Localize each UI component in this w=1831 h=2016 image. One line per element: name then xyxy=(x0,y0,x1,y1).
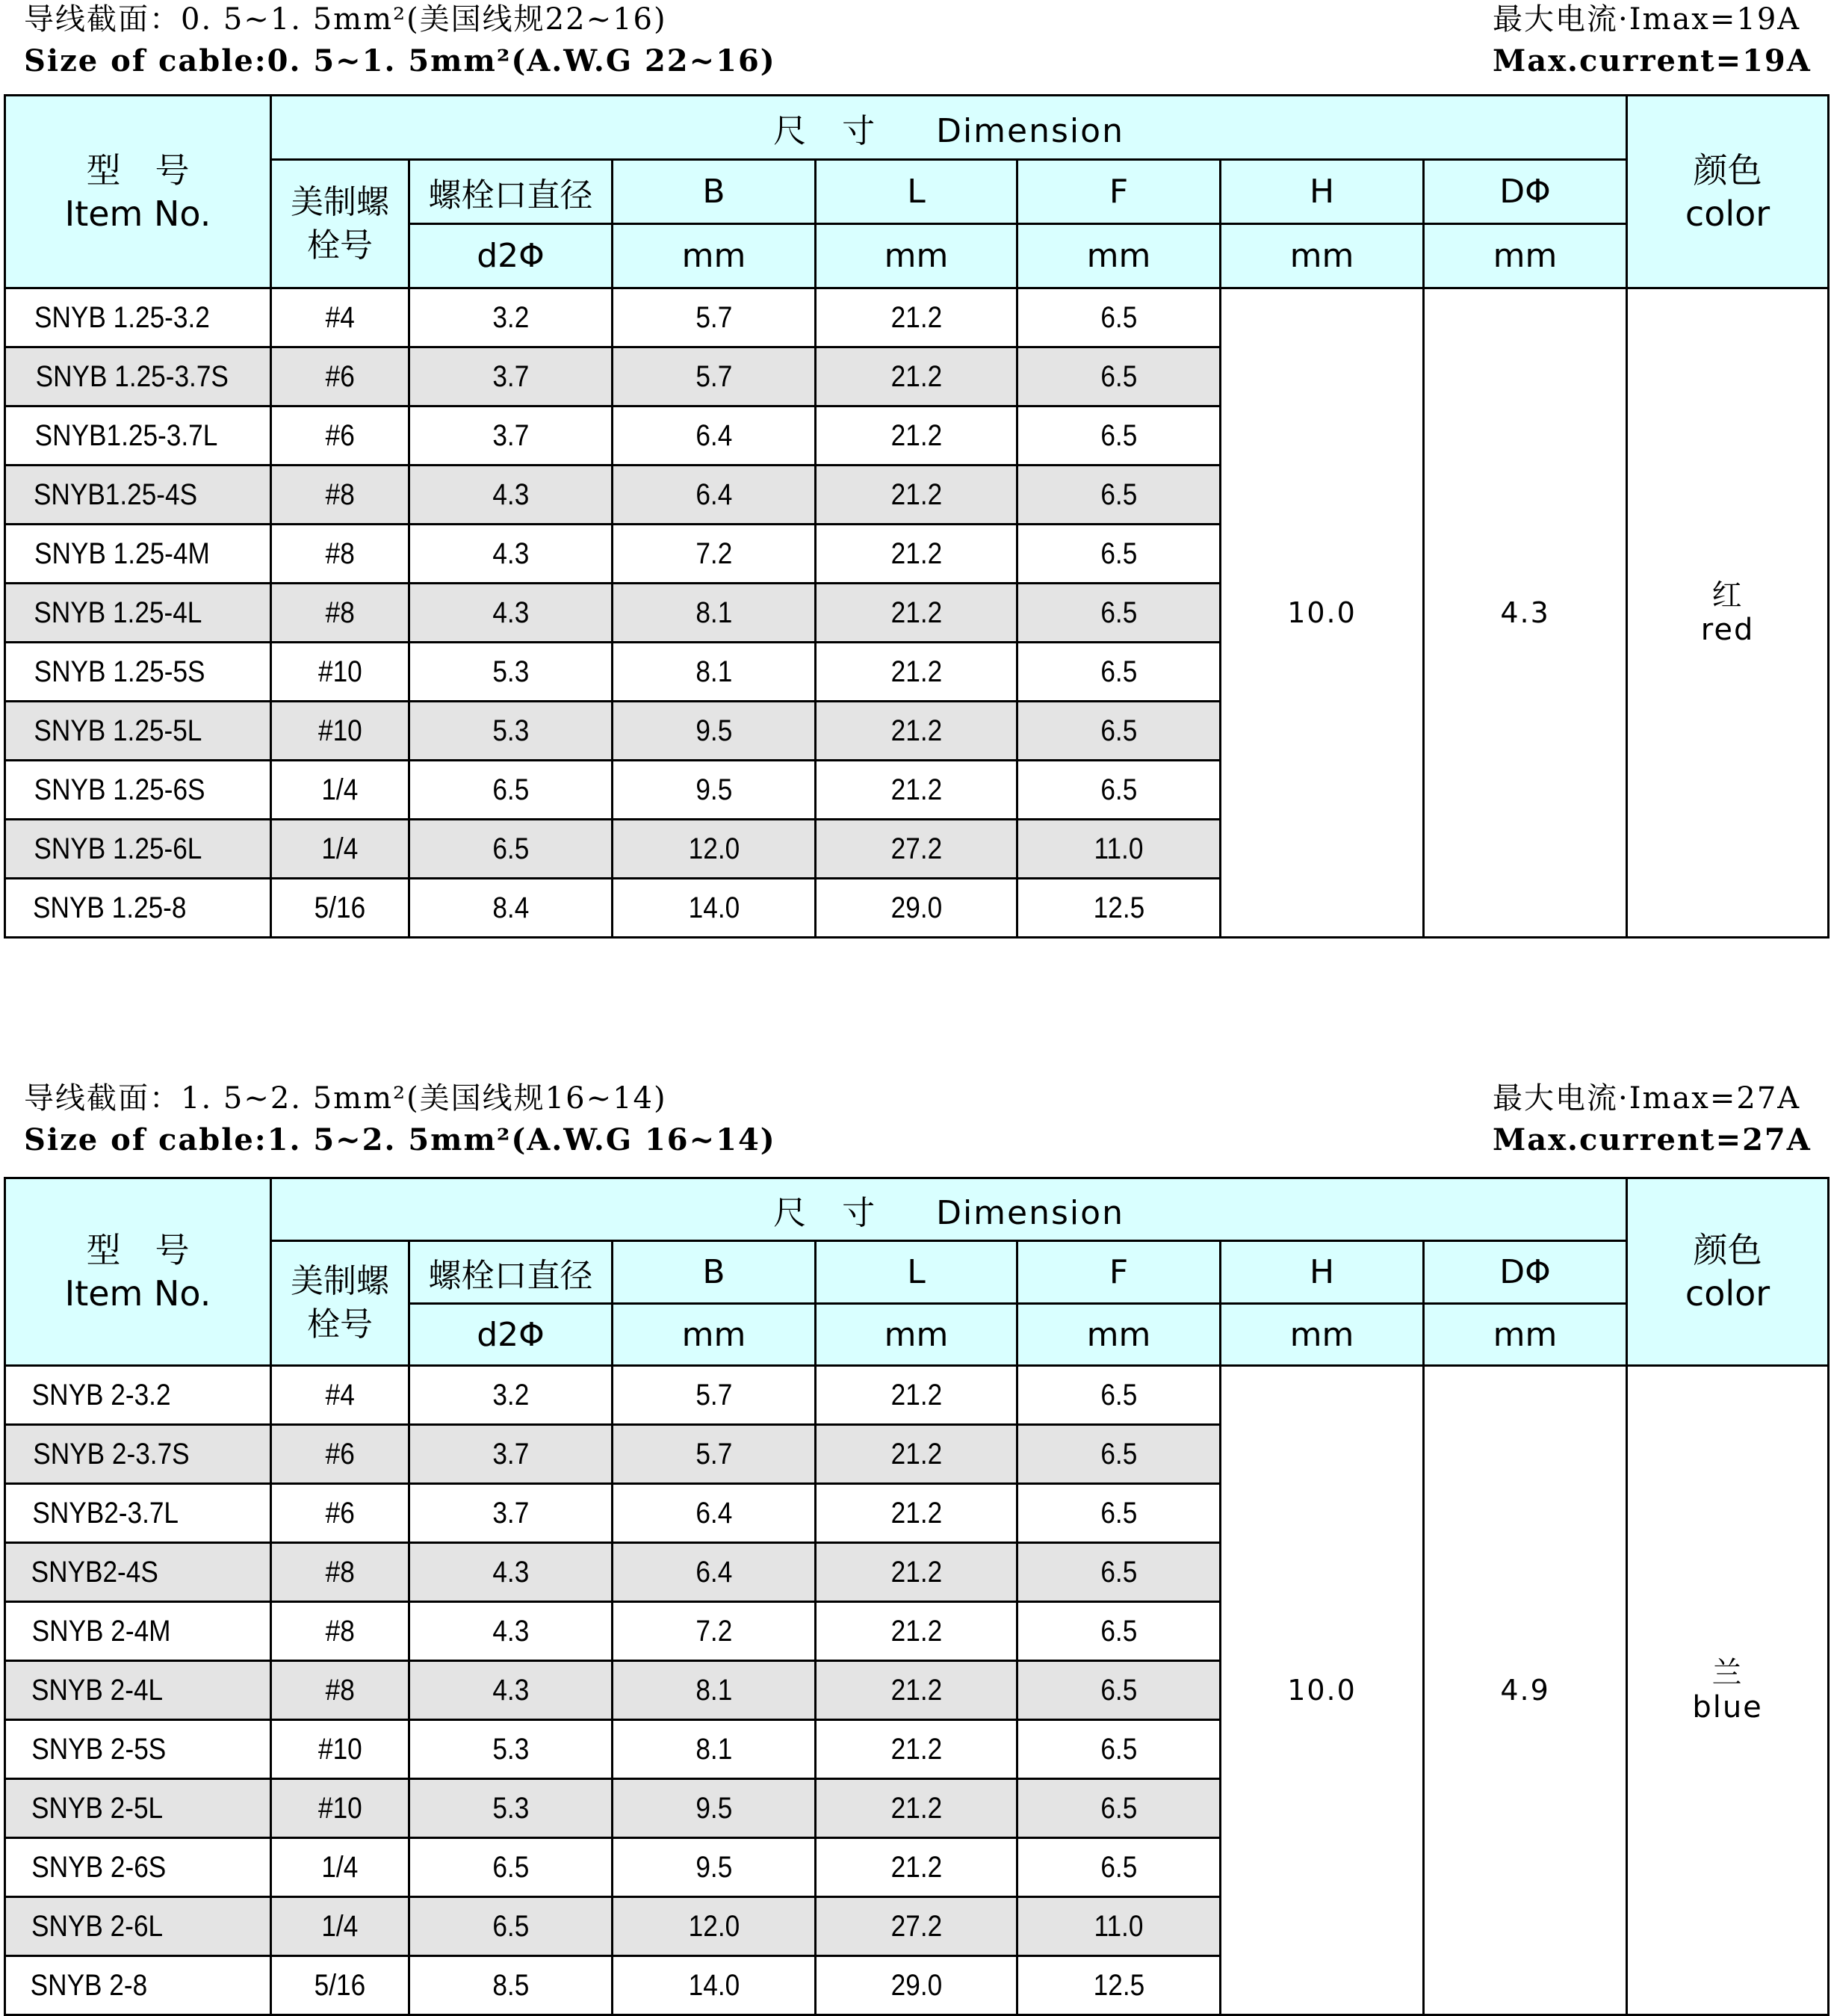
f-cell: 6.5 xyxy=(1017,1779,1221,1838)
col-h-unit: mm xyxy=(1221,224,1424,288)
b-cell: 12.0 xyxy=(613,820,816,879)
f-cell: 6.5 xyxy=(1017,1543,1221,1602)
color-cn: 兰 xyxy=(1711,1656,1744,1690)
us-bolt-cell: 5/16 xyxy=(271,879,409,938)
col-d-header: DΦ xyxy=(1424,1241,1627,1304)
d-merged-cell: 4.9 xyxy=(1424,1366,1627,2015)
b-cell: 8.1 xyxy=(613,1661,816,1720)
bolt-diameter-cell: 6.5 xyxy=(409,1838,613,1897)
item-no-cell: SNYB 1.25-5L xyxy=(5,702,271,761)
item-no-cell: SNYB 2-4L xyxy=(5,1661,271,1720)
b-cell: 5.7 xyxy=(613,1425,816,1484)
us-bolt-cell: 1/4 xyxy=(271,1897,409,1956)
l-cell: 27.2 xyxy=(816,820,1017,879)
color-merged-cell xyxy=(1627,288,1829,938)
f-cell: 6.5 xyxy=(1017,1602,1221,1661)
b-cell: 9.5 xyxy=(613,1838,816,1897)
us-bolt-cell: #8 xyxy=(271,1602,409,1661)
l-cell: 21.2 xyxy=(816,1484,1017,1543)
col-f-unit: mm xyxy=(1017,224,1221,288)
l-cell: 21.2 xyxy=(816,406,1017,466)
f-cell: 6.5 xyxy=(1017,288,1221,347)
item-no-cell: SNYB 1.25-5S xyxy=(5,643,271,702)
b-cell: 8.1 xyxy=(613,584,816,643)
us-bolt-cell: 1/4 xyxy=(271,820,409,879)
l-cell: 21.2 xyxy=(816,1425,1017,1484)
f-cell: 6.5 xyxy=(1017,1366,1221,1425)
max-current-cn: 最大电流·Imax=27A xyxy=(1493,1081,1801,1116)
item-no-header xyxy=(5,96,271,288)
item-no-cell: SNYB 1.25-6S xyxy=(5,761,271,820)
b-cell: 9.5 xyxy=(613,1779,816,1838)
b-cell: 6.4 xyxy=(613,1484,816,1543)
color-en: blue xyxy=(1692,1690,1763,1725)
b-cell: 7.2 xyxy=(613,525,816,584)
dimension-header-en: Dimension xyxy=(936,111,1124,150)
item-no-cell: SNYB 2-6L xyxy=(5,1897,271,1956)
b-cell: 8.1 xyxy=(613,1720,816,1779)
bolt-diameter-header: 螺栓口直径 xyxy=(409,160,613,224)
bolt-diameter-header: 螺栓口直径 xyxy=(409,1241,613,1304)
bolt-diameter-cell: 4.3 xyxy=(409,525,613,584)
dimension-header xyxy=(271,96,1627,160)
table-row xyxy=(5,288,1829,347)
us-bolt-cell: #10 xyxy=(271,1779,409,1838)
bolt-diameter-cell: 5.3 xyxy=(409,1779,613,1838)
l-cell: 29.0 xyxy=(816,1956,1017,2015)
dimension-header xyxy=(271,1178,1627,1241)
col-f-unit: mm xyxy=(1017,1304,1221,1366)
b-cell: 6.4 xyxy=(613,406,816,466)
color-merged-cell xyxy=(1627,1366,1829,2015)
b-cell: 6.4 xyxy=(613,1543,816,1602)
l-cell: 21.2 xyxy=(816,584,1017,643)
col-b-header: B xyxy=(613,160,816,224)
f-cell: 6.5 xyxy=(1017,1838,1221,1897)
cable-section-cn: 导线截面：0. 5~1. 5mm²(美国线规22~16) xyxy=(24,2,667,37)
col-b-unit: mm xyxy=(613,224,816,288)
b-cell: 6.4 xyxy=(613,466,816,525)
item-no-cell: SNYB2-4S xyxy=(5,1543,271,1602)
cable-section-cn: 导线截面：1. 5~2. 5mm²(美国线规16~14) xyxy=(24,1081,667,1116)
cable-section-en: Size of cable:1. 5~2. 5mm²(A.W.G 16~14) xyxy=(24,1122,776,1157)
col-h-header: H xyxy=(1221,1241,1424,1304)
color-header-cn: 颜色 xyxy=(1693,149,1762,191)
f-cell: 6.5 xyxy=(1017,406,1221,466)
bolt-diameter-cell: 5.3 xyxy=(409,1720,613,1779)
b-cell: 9.5 xyxy=(613,702,816,761)
item-no-cell: SNYB 1.25-6L xyxy=(5,820,271,879)
l-cell: 21.2 xyxy=(816,347,1017,406)
l-cell: 27.2 xyxy=(816,1897,1017,1956)
f-cell: 6.5 xyxy=(1017,1484,1221,1543)
us-bolt-cell: #4 xyxy=(271,1366,409,1425)
col-d-unit: mm xyxy=(1424,1304,1627,1366)
f-cell: 11.0 xyxy=(1017,1897,1221,1956)
us-bolt-cell: #8 xyxy=(271,1543,409,1602)
item-no-cell: SNYB1.25-3.7L xyxy=(5,406,271,466)
col-l-header: L xyxy=(816,160,1017,224)
b-cell: 7.2 xyxy=(613,1602,816,1661)
l-cell: 21.2 xyxy=(816,702,1017,761)
b-cell: 14.0 xyxy=(613,879,816,938)
f-cell: 6.5 xyxy=(1017,1720,1221,1779)
bolt-diameter-cell: 3.7 xyxy=(409,1484,613,1543)
b-cell: 14.0 xyxy=(613,1956,816,2015)
l-cell: 21.2 xyxy=(816,288,1017,347)
b-cell: 5.7 xyxy=(613,288,816,347)
us-bolt-cell: #6 xyxy=(271,406,409,466)
col-h-unit: mm xyxy=(1221,1304,1424,1366)
f-cell: 6.5 xyxy=(1017,525,1221,584)
bolt-diameter-cell: 4.3 xyxy=(409,466,613,525)
cable-section-en: Size of cable:0. 5~1. 5mm²(A.W.G 22~16) xyxy=(24,43,776,78)
bolt-diameter-cell: 3.2 xyxy=(409,288,613,347)
col-d-header: DΦ xyxy=(1424,160,1627,224)
h-merged-cell: 10.0 xyxy=(1221,1366,1424,2015)
us-bolt-cell: #4 xyxy=(271,288,409,347)
us-bolt-cell: #8 xyxy=(271,584,409,643)
l-cell: 21.2 xyxy=(816,1366,1017,1425)
l-cell: 21.2 xyxy=(816,643,1017,702)
item-no-cell: SNYB 1.25-4M xyxy=(5,525,271,584)
f-cell: 6.5 xyxy=(1017,347,1221,406)
color-cn: 红 xyxy=(1711,578,1744,613)
max-current-en: Max.current=27A xyxy=(1493,1122,1812,1157)
col-f-header: F xyxy=(1017,160,1221,224)
spec-table-1 xyxy=(4,94,1830,939)
bolt-diameter-cell: 3.7 xyxy=(409,406,613,466)
l-cell: 21.2 xyxy=(816,1838,1017,1897)
f-cell: 6.5 xyxy=(1017,761,1221,820)
us-bolt-cell: 1/4 xyxy=(271,1838,409,1897)
bolt-diameter-cell: 4.3 xyxy=(409,584,613,643)
f-cell: 12.5 xyxy=(1017,1956,1221,2015)
b-cell: 5.7 xyxy=(613,347,816,406)
us-bolt-cell: #10 xyxy=(271,1720,409,1779)
col-h-header: H xyxy=(1221,160,1424,224)
us-bolt-cell: #8 xyxy=(271,525,409,584)
item-no-cell: SNYB 2-5S xyxy=(5,1720,271,1779)
item-no-header-en: Item No. xyxy=(64,193,211,234)
bolt-diameter-unit: d2Φ xyxy=(409,224,613,288)
bolt-diameter-cell: 4.3 xyxy=(409,1602,613,1661)
us-bolt-header: 美制螺栓号 xyxy=(271,1241,409,1366)
l-cell: 21.2 xyxy=(816,1779,1017,1838)
item-no-cell: SNYB 1.25-3.2 xyxy=(5,288,271,347)
l-cell: 21.2 xyxy=(816,466,1017,525)
bolt-diameter-cell: 6.5 xyxy=(409,1897,613,1956)
f-cell: 6.5 xyxy=(1017,584,1221,643)
b-cell: 12.0 xyxy=(613,1897,816,1956)
dimension-header-cn: 尺 寸 xyxy=(773,1193,877,1232)
f-cell: 11.0 xyxy=(1017,820,1221,879)
color-header xyxy=(1627,1178,1829,1366)
col-l-header: L xyxy=(816,1241,1017,1304)
max-current-cn: 最大电流·Imax=19A xyxy=(1493,2,1801,37)
item-no-cell: SNYB 1.25-3.7S xyxy=(5,347,271,406)
max-current-en: Max.current=19A xyxy=(1493,43,1812,78)
h-merged-cell: 10.0 xyxy=(1221,288,1424,938)
bolt-diameter-cell: 5.3 xyxy=(409,702,613,761)
bolt-diameter-cell: 8.5 xyxy=(409,1956,613,2015)
d-merged-cell: 4.3 xyxy=(1424,288,1627,938)
bolt-diameter-cell: 4.3 xyxy=(409,1543,613,1602)
col-l-unit: mm xyxy=(816,224,1017,288)
f-cell: 6.5 xyxy=(1017,702,1221,761)
us-bolt-cell: #10 xyxy=(271,702,409,761)
color-header xyxy=(1627,96,1829,288)
color-header-cn: 颜色 xyxy=(1693,1230,1762,1270)
dimension-header-cn: 尺 寸 xyxy=(773,111,877,150)
bolt-diameter-cell: 3.7 xyxy=(409,1425,613,1484)
f-cell: 6.5 xyxy=(1017,1661,1221,1720)
item-no-cell: SNYB1.25-4S xyxy=(5,466,271,525)
bolt-diameter-cell: 6.5 xyxy=(409,820,613,879)
color-header-en: color xyxy=(1685,1273,1770,1314)
l-cell: 21.2 xyxy=(816,1543,1017,1602)
item-no-cell: SNYB 1.25-4L xyxy=(5,584,271,643)
bolt-diameter-unit: d2Φ xyxy=(409,1304,613,1366)
col-f-header: F xyxy=(1017,1241,1221,1304)
l-cell: 29.0 xyxy=(816,879,1017,938)
item-no-cell: SNYB 2-3.7S xyxy=(5,1425,271,1484)
l-cell: 21.2 xyxy=(816,1720,1017,1779)
item-no-cell: SNYB2-3.7L xyxy=(5,1484,271,1543)
color-en: red xyxy=(1700,613,1755,647)
color-header-en: color xyxy=(1685,193,1770,234)
l-cell: 21.2 xyxy=(816,761,1017,820)
f-cell: 6.5 xyxy=(1017,466,1221,525)
item-no-header-cn: 型 号 xyxy=(86,149,190,191)
col-b-unit: mm xyxy=(613,1304,816,1366)
col-b-header: B xyxy=(613,1241,816,1304)
dimension-header-en: Dimension xyxy=(936,1193,1124,1232)
l-cell: 21.2 xyxy=(816,1602,1017,1661)
item-no-header xyxy=(5,1178,271,1366)
us-bolt-cell: #6 xyxy=(271,347,409,406)
us-bolt-cell: #8 xyxy=(271,1661,409,1720)
bolt-diameter-cell: 5.3 xyxy=(409,643,613,702)
table-row xyxy=(5,1366,1829,1425)
bolt-diameter-cell: 6.5 xyxy=(409,761,613,820)
item-no-header-en: Item No. xyxy=(64,1273,211,1314)
b-cell: 5.7 xyxy=(613,1366,816,1425)
l-cell: 21.2 xyxy=(816,1661,1017,1720)
us-bolt-cell: #8 xyxy=(271,466,409,525)
item-no-cell: SNYB 2-8 xyxy=(5,1956,271,2015)
us-bolt-cell: #10 xyxy=(271,643,409,702)
item-no-cell: SNYB 2-6S xyxy=(5,1838,271,1897)
f-cell: 6.5 xyxy=(1017,1425,1221,1484)
bolt-diameter-cell: 8.4 xyxy=(409,879,613,938)
b-cell: 9.5 xyxy=(613,761,816,820)
us-bolt-cell: 1/4 xyxy=(271,761,409,820)
us-bolt-cell: #6 xyxy=(271,1484,409,1543)
item-no-cell: SNYB 2-3.2 xyxy=(5,1366,271,1425)
us-bolt-header: 美制螺栓号 xyxy=(271,160,409,288)
item-no-cell: SNYB 1.25-8 xyxy=(5,879,271,938)
f-cell: 12.5 xyxy=(1017,879,1221,938)
bolt-diameter-cell: 3.7 xyxy=(409,347,613,406)
bolt-diameter-cell: 3.2 xyxy=(409,1366,613,1425)
bolt-diameter-cell: 4.3 xyxy=(409,1661,613,1720)
item-no-header-cn: 型 号 xyxy=(86,1230,190,1270)
l-cell: 21.2 xyxy=(816,525,1017,584)
item-no-cell: SNYB 2-5L xyxy=(5,1779,271,1838)
us-bolt-cell: #6 xyxy=(271,1425,409,1484)
b-cell: 8.1 xyxy=(613,643,816,702)
us-bolt-cell: 5/16 xyxy=(271,1956,409,2015)
col-l-unit: mm xyxy=(816,1304,1017,1366)
f-cell: 6.5 xyxy=(1017,643,1221,702)
item-no-cell: SNYB 2-4M xyxy=(5,1602,271,1661)
col-d-unit: mm xyxy=(1424,224,1627,288)
spec-table-2 xyxy=(4,1177,1830,2016)
